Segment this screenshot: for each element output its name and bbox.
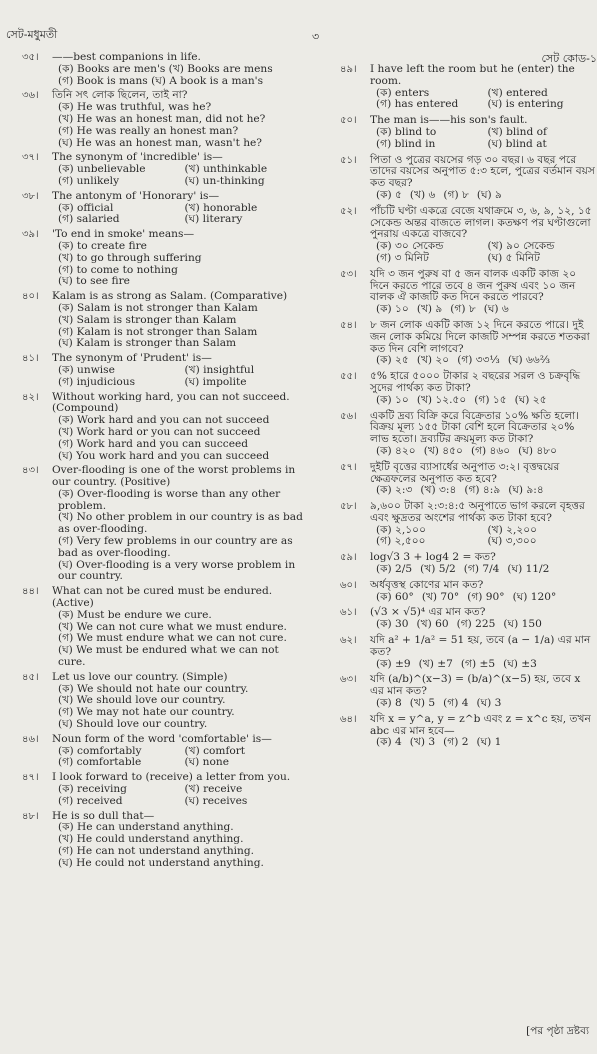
question-stem: যদি ৩ জন পুরুষ বা ৫ জন বালক একটি কাজ ২০ দিনে করতে পারে তবে ৪ জন পুরুষ এবং ১০ জন বালক ঐ কাজটি কত দিনে করতে পারবে? bbox=[370, 267, 577, 304]
answer-option: (খ) No other problem in our country is as bad as over-flooding. bbox=[58, 511, 303, 536]
answer-option: (ঘ) Kalam is stronger than Salam bbox=[58, 337, 237, 350]
answer-option: (গ) has entered bbox=[376, 98, 459, 111]
answer-option: (ঘ) impolite bbox=[184, 375, 247, 388]
answer-options bbox=[370, 355, 595, 367]
answer-option: (খ) ২,২০০ bbox=[487, 523, 538, 536]
set-name: সেট-মধুমতী bbox=[6, 28, 58, 41]
answer-option: (গ) ৪৬০ bbox=[470, 444, 511, 457]
question-number: ৬১। bbox=[340, 607, 357, 619]
answer-options bbox=[52, 784, 307, 808]
answer-option: (খ) ±7 bbox=[418, 657, 453, 670]
question bbox=[22, 152, 307, 187]
answer-options bbox=[370, 698, 595, 710]
question-number: ৪৬। bbox=[22, 733, 39, 745]
answer-option: (খ) Salam is stronger than Kalam bbox=[58, 313, 237, 326]
answer-option: (গ) blind in bbox=[376, 137, 436, 150]
question-number: ৫০। bbox=[340, 115, 357, 127]
question bbox=[340, 115, 595, 150]
question-number: ৪৫। bbox=[22, 671, 39, 683]
answer-option: (খ) We should love our country. bbox=[58, 694, 226, 707]
question bbox=[340, 206, 595, 265]
answer-option: (গ) 7/4 bbox=[463, 563, 500, 576]
answer-option: (গ) 90° bbox=[467, 590, 505, 603]
question-stem: Over-flooding is one of the worst problems in our country. (Positive) bbox=[52, 464, 296, 489]
answer-option: (গ) He can not understand anything. bbox=[58, 845, 255, 857]
answer-option: (ঘ) ৬ bbox=[483, 303, 509, 316]
answer-option: (খ) unthinkable bbox=[184, 163, 268, 176]
answer-option: (ক) comfortably bbox=[58, 744, 142, 757]
answer-option: (ঘ) You work hard and you can succeed bbox=[58, 449, 270, 462]
question-number: ৪৩। bbox=[22, 465, 39, 477]
answer-option: (ঘ) Over-flooding is a very worse problem in our country. bbox=[58, 558, 296, 583]
question-number: ৫৮। bbox=[340, 501, 357, 513]
answer-option: (ঘ) 11/2 bbox=[507, 563, 550, 576]
answer-options bbox=[52, 64, 307, 88]
question bbox=[340, 64, 595, 111]
question-stem: Noun form of the word 'comfortable' is— bbox=[52, 732, 272, 745]
question bbox=[22, 772, 307, 807]
question bbox=[22, 191, 307, 226]
answer-option: (ঘ) We must be endured what we can not cure. bbox=[58, 644, 279, 669]
question-stem: The synonym of 'incredible' is— bbox=[52, 151, 223, 164]
question-stem: যদি a² + 1/a² = 51 হয়, তবে (a − 1/a) এর মান কত? bbox=[370, 634, 591, 658]
answer-option: (গ) Work hard and you can succeed bbox=[58, 437, 249, 450]
question-stem: পিতা ও পুত্রের বয়সের গড় ৩০ বছর। ৬ বছর পরে তাদের বয়সের অনুপাত ৫:৩ হলে, পুত্রের বর্তমান বয়স কত বছর? bbox=[370, 153, 595, 190]
question bbox=[340, 635, 595, 670]
answer-option: (ক) Work hard and you can not succeed bbox=[58, 414, 270, 427]
answer-option: (গ) ৮ bbox=[450, 303, 476, 316]
question-stem: The antonym of 'Honorary' is— bbox=[52, 189, 220, 202]
answer-option: (গ) 225 bbox=[456, 618, 496, 631]
question bbox=[22, 392, 307, 463]
question-stem: (√3 × √5)⁴ এর মান কত? bbox=[370, 606, 486, 619]
answer-options bbox=[370, 241, 595, 265]
question bbox=[22, 734, 307, 769]
answer-option: (খ) receive bbox=[184, 783, 243, 796]
answer-option: (খ) 60 bbox=[416, 618, 449, 631]
question-stem: ৫% হারে ৫০০০ টাকার ২ বছরের সরল ও চক্রবৃদ্ধি সুদের পার্থক্য কত টাকা? bbox=[370, 370, 581, 394]
question-number: ৩৬। bbox=[22, 90, 39, 102]
answer-option: (ক) 8 bbox=[376, 697, 402, 710]
answer-option: (খ) insightful bbox=[184, 363, 255, 376]
answer-options bbox=[52, 203, 307, 227]
answer-option: (ক) ১০ bbox=[376, 393, 409, 406]
answer-option: (ঘ) ৯ bbox=[476, 188, 502, 201]
answer-option: (ঘ) ৪৮০ bbox=[518, 444, 557, 457]
question-stem: অর্ধবৃত্তস্থ কোণের মান কত? bbox=[370, 578, 484, 591]
answer-options bbox=[370, 659, 595, 671]
answer-option: (গ) received bbox=[58, 794, 123, 807]
answer-option: (গ) injudicious bbox=[58, 375, 136, 388]
question bbox=[340, 552, 595, 576]
question-number: ৫৭। bbox=[340, 461, 357, 473]
question bbox=[340, 501, 595, 548]
answer-option: (গ) ৮ bbox=[443, 188, 469, 201]
question bbox=[340, 269, 595, 316]
question-stem: দুইটি বৃত্তের ব্যাসার্ধের অনুপাত ৩:২। বৃত্তদ্বয়ের ক্ষেত্রফলের অনুপাত কত হবে? bbox=[370, 460, 560, 485]
question-stem: একটি দ্রব্য বিক্রি করে বিক্রেতার ১০% ক্ষতি হলো। বিক্রয় মূল্য ১৫৫ টাকা বেশি হলে বিক্রেতার ২০% লাভ হতো। দ্রব্যটির ক্রয়মূল্য কত টাকা? bbox=[370, 409, 580, 446]
answer-option: (ঘ) blind at bbox=[487, 137, 547, 150]
question-stem: log√3 3 + log4 2 = কত? bbox=[370, 551, 496, 564]
left-column bbox=[22, 52, 307, 873]
answer-option: (ঘ) literary bbox=[184, 213, 243, 226]
answer-option: (গ) He was really an honest man? bbox=[58, 124, 239, 137]
answer-option: (ক) Books are men's (খ) Books are mens bbox=[58, 62, 273, 75]
answer-option: (ক) ±9 bbox=[376, 657, 411, 670]
question bbox=[22, 90, 307, 149]
question bbox=[22, 465, 307, 583]
question bbox=[22, 672, 307, 731]
answer-option: (গ) comfortable bbox=[58, 756, 142, 769]
answer-option: (ক) ২:৩ bbox=[376, 484, 413, 497]
answer-option: (ঘ) 1 bbox=[476, 736, 502, 749]
answer-option: (খ) honorable bbox=[184, 201, 258, 214]
answer-option: (ক) ১০ bbox=[376, 303, 409, 316]
answer-option: (ক) blind to bbox=[376, 125, 437, 138]
question bbox=[340, 462, 595, 497]
answer-options bbox=[370, 127, 595, 151]
question-stem: What can not be cured must be endured. (Active) bbox=[52, 585, 273, 610]
answer-options bbox=[370, 525, 595, 549]
answer-option: (গ) Book is mans (ঘ) A book is a man's bbox=[58, 74, 264, 87]
answer-option: (ঘ) 120° bbox=[512, 590, 557, 603]
answer-option: (গ) 4 bbox=[443, 697, 469, 710]
answer-option: (ক) He was truthful, was he? bbox=[58, 101, 212, 114]
answer-option: (ক) Must be endure we cure. bbox=[58, 608, 212, 621]
question-stem: I look forward to (receive) a letter from you. bbox=[52, 771, 291, 784]
answer-option: (ঘ) ৩,৩০০ bbox=[487, 535, 537, 548]
answer-options bbox=[370, 304, 595, 316]
answer-option: (ঘ) ±3 bbox=[503, 657, 537, 670]
answer-options bbox=[370, 88, 595, 112]
question-stem: ৯,৬০০ টাকা ২:৩:৪:৫ অনুপাতে ভাগ করলে বৃহত্তর এবং ক্ষুদ্রতর অংশের পার্থক্য কত টাকা হবে? bbox=[370, 500, 585, 524]
answer-options bbox=[52, 303, 307, 350]
answer-option: (গ) We may not hate our country. bbox=[58, 706, 235, 719]
answer-option: (গ) Very few problems in our country are as bad as over-flooding. bbox=[58, 535, 293, 559]
question-number: ৪৭। bbox=[22, 772, 39, 784]
answer-option: (খ) ১২.৫০ bbox=[416, 393, 467, 406]
answer-option: (ক) ৪২০ bbox=[376, 444, 416, 457]
answer-option: (ঘ) 3 bbox=[476, 697, 502, 710]
question-number: ৪৯। bbox=[340, 64, 357, 75]
question bbox=[22, 586, 307, 669]
question-number: ৪৮। bbox=[22, 810, 39, 822]
answer-option: (ক) He can understand anything. bbox=[58, 821, 234, 834]
answer-option: (খ) entered bbox=[487, 86, 548, 99]
set-code: সেট কোড-১ bbox=[541, 52, 597, 65]
question-stem: I have left the room but he (enter) the room. bbox=[370, 63, 575, 87]
question bbox=[340, 674, 595, 709]
question-number: ৫৬। bbox=[340, 410, 357, 422]
question bbox=[340, 371, 595, 406]
answer-option: (ক) We should not hate our country. bbox=[58, 682, 249, 695]
question-number: ৫১। bbox=[340, 154, 357, 166]
answer-option: (খ) comfort bbox=[184, 744, 246, 757]
answer-option: (গ) Kalam is not stronger than Salam bbox=[58, 325, 258, 338]
question-number: ৪০। bbox=[22, 291, 39, 303]
right-column bbox=[340, 64, 595, 753]
answer-options bbox=[52, 489, 307, 583]
answer-option: (গ) We must endure what we can not cure. bbox=[58, 632, 287, 645]
question-number: ৫৫। bbox=[340, 371, 357, 383]
question-number: ৫৯। bbox=[340, 552, 357, 564]
question bbox=[340, 607, 595, 631]
answer-option: (গ) unlikely bbox=[58, 174, 120, 187]
question bbox=[22, 291, 307, 350]
answer-option: (ক) 4 bbox=[376, 736, 402, 749]
answer-option: (ক) official bbox=[58, 201, 114, 214]
question bbox=[340, 580, 595, 604]
answer-option: (ক) enters bbox=[376, 86, 430, 99]
answer-option: (ঘ) un-thinking bbox=[184, 174, 265, 187]
question-stem: The man is——his son's fault. bbox=[370, 114, 528, 127]
question-number: ৩৮। bbox=[22, 190, 39, 202]
question-number: ৫৪। bbox=[340, 319, 357, 331]
answer-options bbox=[370, 564, 595, 576]
question-number: ৩৯। bbox=[22, 229, 39, 241]
answer-option: (গ) ±5 bbox=[460, 657, 496, 670]
answer-option: (ঘ) is entering bbox=[487, 98, 564, 111]
question-stem: পাঁচটি ঘণ্টা একত্রে বেজে যথাক্রমে ৩, ৬, ৯, ১২, ১৫ সেকেন্ড অন্তর বাজতে লাগল। কতক্ষণ পর ঘণ্টাগুলো পুনরায় একত্রে বাজবে? bbox=[370, 204, 592, 241]
question-stem: যদি x = y^a, y = z^b এবং z = x^c হয়, তখন abc এর মান হবে— bbox=[370, 712, 591, 737]
answer-option: (খ) 5 bbox=[409, 697, 436, 710]
answer-option: (খ) 70° bbox=[421, 590, 460, 603]
answer-options bbox=[370, 737, 595, 749]
answer-options bbox=[52, 241, 307, 288]
answer-options bbox=[52, 415, 307, 462]
question-stem: ৮ জন লোক একটি কাজ ১২ দিনে করতে পারে। দুই জন লোক কমিয়ে দিলে কাজটি সম্পন্ন করতে শতকরা কত দিন বেশি লাগবে? bbox=[370, 318, 590, 355]
answer-option: (ক) ৩০ সেকেন্ড bbox=[376, 240, 444, 253]
page-number: ৩ bbox=[312, 30, 320, 43]
answer-option: (খ) 3 bbox=[409, 736, 436, 749]
answer-options bbox=[52, 822, 307, 869]
answer-option: (গ) ৩ মিনিট bbox=[376, 251, 429, 264]
answer-option: (খ) ৪৫০ bbox=[423, 444, 463, 457]
answer-option: (ঘ) He could not understand anything. bbox=[58, 856, 264, 869]
answer-option: (ক) ৫ bbox=[376, 188, 402, 201]
answer-option: (খ) ৬ bbox=[409, 188, 436, 201]
question-number: ৬২। bbox=[340, 635, 357, 647]
answer-option: (ক) unbelievable bbox=[58, 163, 146, 176]
question-number: ৪৪। bbox=[22, 586, 39, 598]
answer-option: (খ) He was an honest man, did not he? bbox=[58, 112, 266, 125]
answer-option: (ক) receiving bbox=[58, 783, 127, 796]
answer-options bbox=[52, 102, 307, 149]
question bbox=[340, 714, 595, 749]
answer-option: (গ) ৪:৯ bbox=[464, 484, 501, 497]
answer-options bbox=[52, 365, 307, 389]
answer-option: (খ) We can not cure what we must endure. bbox=[58, 620, 287, 633]
answer-option: (খ) ২০ bbox=[416, 354, 450, 367]
question-number: ৬৩। bbox=[340, 674, 357, 686]
question bbox=[22, 353, 307, 388]
question bbox=[22, 52, 307, 87]
question-stem: Without working hard, you can not succeed. (Compound) bbox=[52, 390, 290, 415]
answer-option: (ঘ) ৯:৪ bbox=[508, 484, 544, 497]
answer-option: (গ) ২,৫০০ bbox=[376, 535, 426, 548]
answer-option: (ক) ২,১০০ bbox=[376, 523, 426, 536]
answer-options bbox=[52, 164, 307, 188]
answer-options bbox=[370, 190, 595, 202]
answer-option: (ক) 30 bbox=[376, 618, 409, 631]
question-number: ৪২। bbox=[22, 391, 39, 403]
answer-option: (গ) to come to nothing bbox=[58, 263, 178, 276]
question-number: ৬৪। bbox=[340, 713, 357, 725]
answer-option: (খ) ৩:৪ bbox=[420, 484, 457, 497]
question-number: ৫৩। bbox=[340, 268, 357, 280]
answer-options bbox=[370, 446, 595, 458]
answer-option: (খ) blind of bbox=[487, 125, 547, 138]
page-footer: [পর পৃষ্ঠা দ্রষ্টব্য bbox=[526, 1025, 589, 1037]
answer-option: (ঘ) ৬৬⅔ bbox=[507, 354, 551, 367]
question-number: ৩৫। bbox=[22, 52, 39, 63]
answer-option: (খ) to go through suffering bbox=[58, 251, 202, 264]
answer-option: (খ) Work hard or you can not succeed bbox=[58, 425, 261, 438]
question-stem: 'To end in smoke' means— bbox=[52, 228, 195, 241]
question-number: ৩৭। bbox=[22, 152, 39, 164]
answer-option: (ক) Salam is not stronger than Kalam bbox=[58, 301, 258, 314]
answer-options bbox=[370, 395, 595, 407]
answer-option: (ক) Over-flooding is worse than any other problem. bbox=[58, 487, 281, 512]
answer-option: (খ) He could understand anything. bbox=[58, 833, 244, 846]
answer-options bbox=[370, 619, 595, 631]
question-stem: He is so dull that— bbox=[52, 809, 155, 822]
question-stem: তিনি সৎ লোক ছিলেন, তাই না? bbox=[52, 89, 188, 102]
answer-option: (ঘ) ৫ মিনিট bbox=[487, 251, 540, 264]
answer-option: (গ) 2 bbox=[443, 736, 469, 749]
question-number: ৫২। bbox=[340, 205, 357, 217]
answer-option: (গ) salaried bbox=[58, 213, 120, 226]
question-stem: যদি (a/b)^(x−3) = (b/a)^(x−5) হয়, তবে x এর মান কত? bbox=[370, 673, 581, 698]
answer-options bbox=[370, 592, 595, 604]
answer-option: (ক) 60° bbox=[376, 590, 414, 603]
answer-option: (গ) ৩৩⅓ bbox=[457, 354, 500, 367]
answer-option: (খ) ৯০ সেকেন্ড bbox=[487, 240, 555, 253]
answer-option: (ঘ) ২৫ bbox=[514, 393, 547, 406]
answer-option: (ঘ) none bbox=[184, 756, 229, 769]
answer-options bbox=[52, 610, 307, 669]
answer-option: (খ) ৯ bbox=[416, 303, 443, 316]
answer-options bbox=[370, 485, 595, 497]
answer-option: (ঘ) receives bbox=[184, 794, 248, 807]
answer-option: (ঘ) Should love our country. bbox=[58, 718, 208, 731]
answer-options bbox=[52, 684, 307, 731]
answer-option: (ক) to create fire bbox=[58, 239, 147, 252]
answer-option: (খ) 5/2 bbox=[420, 563, 456, 576]
answer-option: (ঘ) He was an honest man, wasn't he? bbox=[58, 136, 262, 149]
question bbox=[340, 320, 595, 367]
answer-option: (ক) 2/5 bbox=[376, 563, 413, 576]
answer-option: (ক) ২৫ bbox=[376, 354, 409, 367]
answer-option: (গ) ১৫ bbox=[474, 393, 507, 406]
question bbox=[22, 811, 307, 870]
answer-option: (ঘ) to see fire bbox=[58, 275, 130, 288]
question-number: ৬০। bbox=[340, 579, 357, 591]
question-number: ৪১। bbox=[22, 353, 39, 365]
question bbox=[340, 411, 595, 458]
question-stem: The synonym of 'Prudent' is— bbox=[52, 352, 212, 365]
question-stem: ——best companions in life. bbox=[52, 51, 201, 63]
answer-option: (ঘ) 150 bbox=[503, 618, 542, 631]
answer-options bbox=[52, 746, 307, 770]
question-stem: Let us love our country. (Simple) bbox=[52, 670, 228, 683]
question-stem: Kalam is as strong as Salam. (Comparative) bbox=[52, 290, 288, 303]
question bbox=[22, 229, 307, 288]
question bbox=[340, 155, 595, 202]
answer-option: (ক) unwise bbox=[58, 363, 115, 376]
